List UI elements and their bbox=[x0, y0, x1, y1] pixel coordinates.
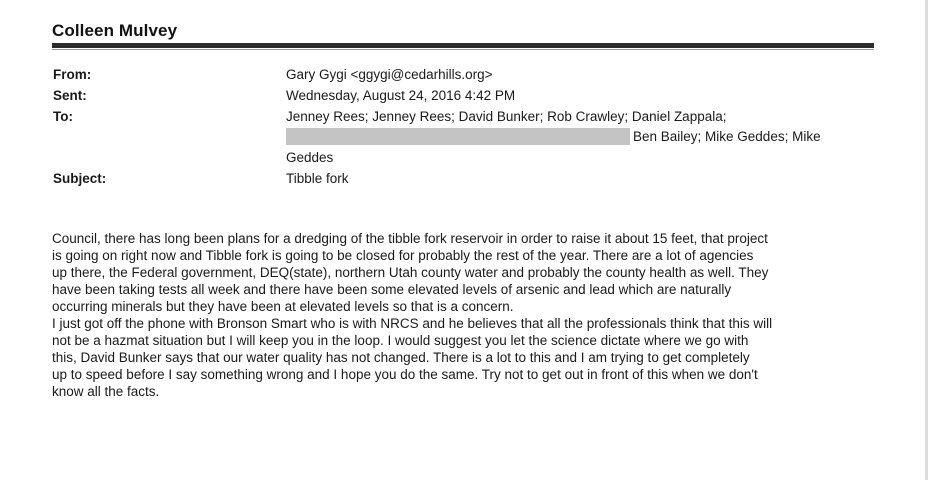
sent-label: Sent: bbox=[53, 88, 87, 103]
to-recipients-line-1: Jenney Rees; Jenney Rees; David Bunker; Rob Crawley; Daniel Zappala; bbox=[286, 109, 727, 124]
to-label: To: bbox=[53, 109, 73, 124]
header-divider bbox=[52, 43, 874, 48]
body-line: I just got off the phone with Bronson Smart who is with NRCS and he believes that all the professionals think that this will bbox=[52, 316, 773, 331]
body-line: this, David Bunker says that our water quality has not changed. There is a lot to this and I am trying to get completely bbox=[52, 350, 750, 365]
body-line: occurring minerals but they have been at elevated levels so that is a concern. bbox=[52, 299, 514, 314]
to-recipients-line-3: Geddes bbox=[286, 150, 334, 165]
sender-name: Colleen Mulvey bbox=[52, 21, 178, 40]
body-line: up there, the Federal government, DEQ(state), northern Utah county water and probably the county health as well. They bbox=[52, 265, 769, 280]
body-line: Council, there has long been plans for a dredging of the tibble fork reservoir in order to raise it about 15 feet, that project bbox=[52, 231, 768, 246]
body-line: up to speed before I say something wrong and I hope you do the same. Try not to get out in front of this when we don't bbox=[52, 367, 758, 382]
sent-value: Wednesday, August 24, 2016 4:42 PM bbox=[286, 88, 516, 103]
body-line: not be a hazmat situation but I will keep you in the loop. I would suggest you let the science dictate where we go with bbox=[52, 333, 749, 348]
from-label: From: bbox=[53, 67, 92, 82]
body-line: have been taking tests all week and there have been some elevated levels of arsenic and lead which are naturally bbox=[52, 282, 732, 297]
header-divider-underline bbox=[52, 49, 874, 50]
subject-label: Subject: bbox=[53, 171, 107, 186]
body-line: know all the facts. bbox=[52, 384, 160, 399]
subject-value: Tibble fork bbox=[286, 171, 349, 186]
redaction-block bbox=[286, 128, 630, 145]
body-line: is going on right now and Tibble fork is going to be closed for probably the rest of the year. There are a lot of agencies bbox=[52, 248, 754, 263]
to-recipients-line-2: Ben Bailey; Mike Geddes; Mike bbox=[633, 129, 821, 144]
from-value: Gary Gygi <ggygi@cedarhills.org> bbox=[286, 67, 493, 82]
